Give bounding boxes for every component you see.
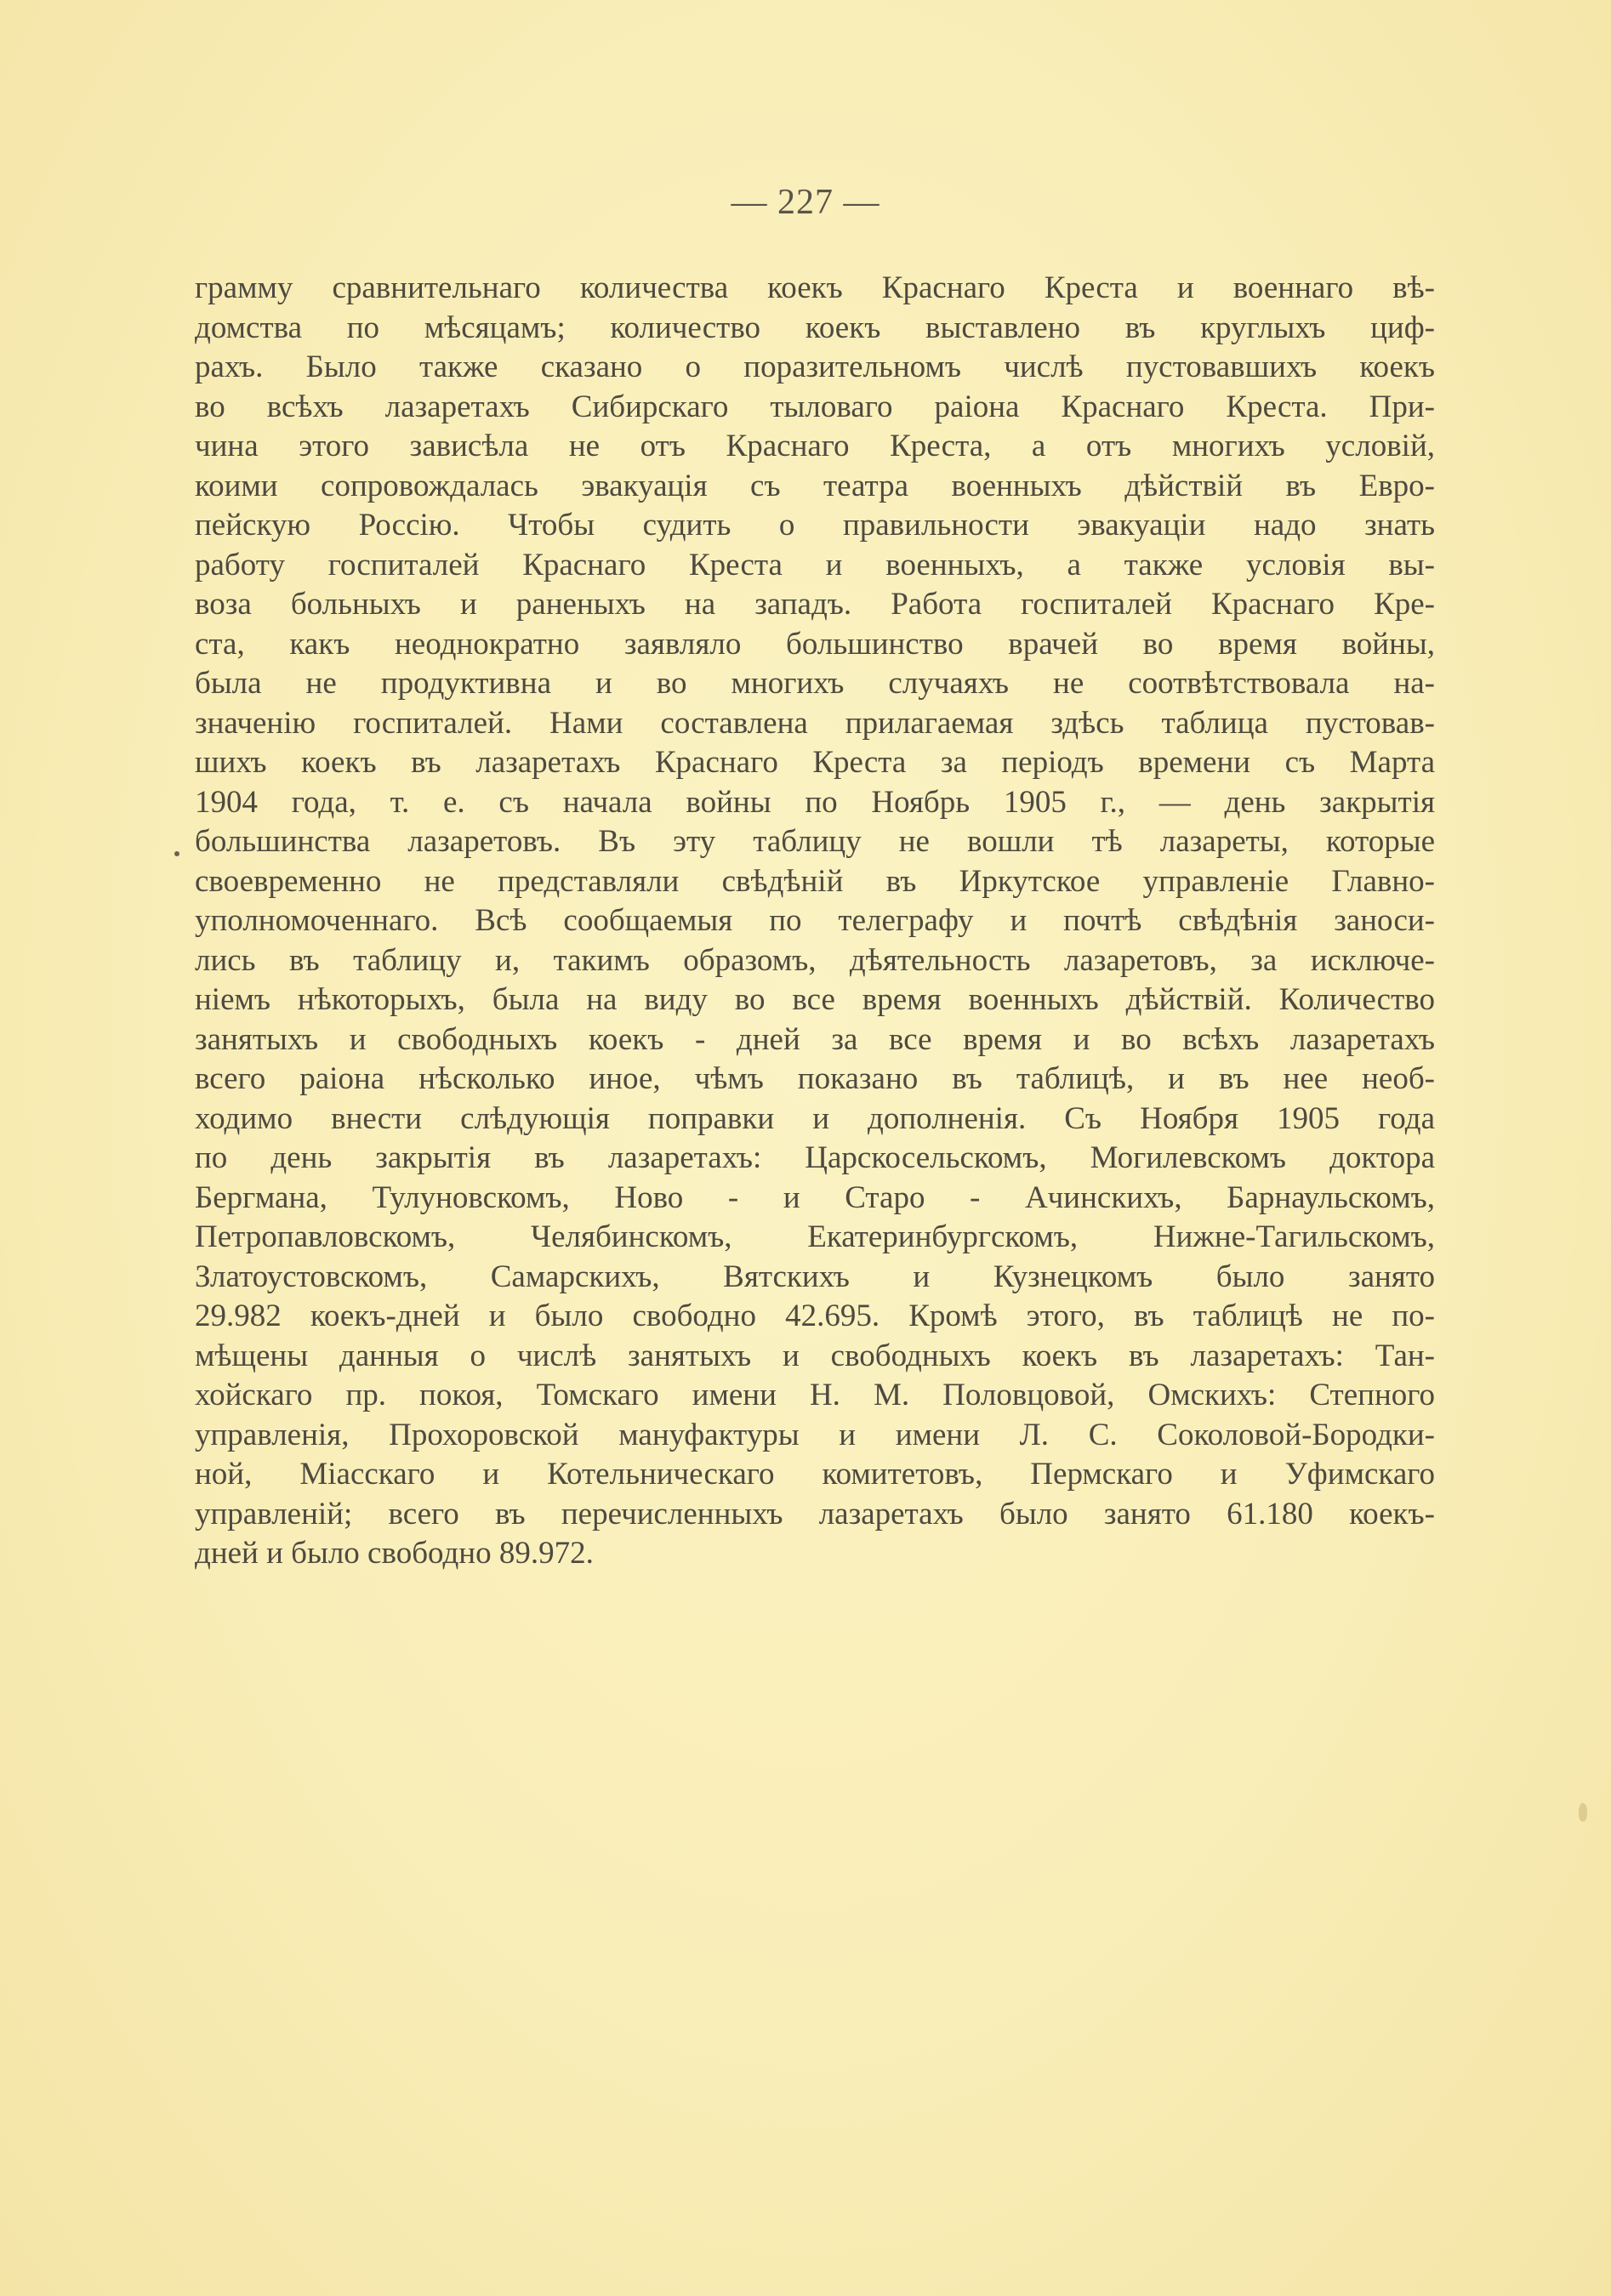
text-line: большинства лазаретовъ. Въ эту таблицу не вошли тѣ лазареты, которые <box>195 824 1435 859</box>
text-line: мѣщены данныя о числѣ занятыхъ и свободныхъ коекъ въ лазаретахъ: Тан- <box>195 1338 1435 1373</box>
text-line: шихъ коекъ въ лазаретахъ Краснаго Креста за періодъ времени съ Марта <box>195 745 1435 780</box>
text-line: управленій; всего въ перечисленныхъ лазаретахъ было занято 61.180 коекъ- <box>195 1496 1435 1532</box>
text-line: своевременно не представляли свѣдѣній въ Иркутское управленіе Главно- <box>195 863 1435 899</box>
text-line: домства по мѣсяцамъ; количество коекъ выставлено въ круглыхъ циф- <box>195 310 1435 345</box>
text-line: занятыхъ и свободныхъ коекъ - дней за все время и во всѣхъ лазаретахъ <box>195 1021 1435 1057</box>
text-line: уполномоченнаго. Всѣ сообщаемыя по телеграфу и почтѣ свѣдѣнія заноси- <box>195 903 1435 938</box>
text-line: 1904 года, т. е. съ начала войны по Ноябрь 1905 г., — день закрытія <box>195 784 1435 820</box>
text-line: всего раіона нѣсколько иное, чѣмъ показано въ таблицѣ, и въ нее необ- <box>195 1061 1435 1096</box>
text-line: была не продуктивна и во многихъ случаяхъ не соотвѣтствовала на- <box>195 666 1435 701</box>
text-line: ніемъ нѣкоторыхъ, была на виду во все время военныхъ дѣйствій. Количество <box>195 982 1435 1017</box>
page-number: — 227 — <box>731 183 880 222</box>
text-line: Бергмана, Тулуновскомъ, Ново - и Старо - Ачинскихъ, Барнаульскомъ, <box>195 1179 1435 1215</box>
text-line: лись въ таблицу и, такимъ образомъ, дѣятельность лазаретовъ, за исключе- <box>195 942 1435 978</box>
text-line: воза больныхъ и раненыхъ на западъ. Работа госпиталей Краснаго Кре- <box>195 587 1435 622</box>
text-line: коими сопровождалась эвакуація съ театра военныхъ дѣйствій въ Евро- <box>195 468 1435 503</box>
text-line: 29.982 коекъ-дней и было свободно 42.695. Кромѣ этого, въ таблицѣ не по- <box>195 1299 1435 1333</box>
text-line: ста, какъ неоднократно заявляло большинство врачей во время войны, <box>195 626 1435 662</box>
text-line: Златоустовскомъ, Самарскихъ, Вятскихъ и Кузнецкомъ было занято <box>195 1259 1435 1294</box>
text-line: ной, Міасскаго и Котельническаго комитетовъ, Пермскаго и Уфимскаго <box>195 1457 1435 1492</box>
text-line: рахъ. Было также сказано о поразительномъ числѣ пустовавшихъ коекъ <box>195 350 1435 384</box>
text-line: ходимо внести слѣдующія поправки и дополненія. Съ Ноября 1905 года <box>195 1100 1435 1136</box>
text-line: работу госпиталей Краснаго Креста и военныхъ, а также условія вы- <box>195 547 1435 583</box>
text-line: чина этого зависѣла не отъ Краснаго Креста, а отъ многихъ условій, <box>195 429 1435 463</box>
body-paragraph <box>195 269 1435 1574</box>
text-line: дней и было свободно 89.972. <box>195 1536 594 1571</box>
margin-dot-mark <box>174 851 179 856</box>
text-line: значенію госпиталей. Нами составлена прилагаемая здѣсь таблица пустовав- <box>195 705 1435 741</box>
text-line: хойскаго пр. покоя, Томскаго имени Н. М. Половцовой, Омскихъ: Степного <box>195 1378 1435 1412</box>
text-line: во всѣхъ лазаретахъ Сибирскаго тыловаго раіона Краснаго Креста. При- <box>195 389 1435 424</box>
paper-stain <box>1579 1803 1587 1821</box>
text-line: пейскую Россію. Чтобы судить о правильности эвакуаціи надо знать <box>195 508 1435 543</box>
text-line: грамму сравнительнаго количества коекъ Краснаго Креста и военнаго вѣ- <box>195 270 1435 305</box>
text-line: Петропавловскомъ, Челябинскомъ, Екатеринбургскомъ, Нижне-Тагильскомъ, <box>195 1219 1435 1254</box>
text-line: управленія, Прохоровской мануфактуры и имени Л. С. Соколовой-Бородки- <box>195 1417 1435 1452</box>
text-line: по день закрытія въ лазаретахъ: Царскосельскомъ, Могилевскомъ доктора <box>195 1140 1435 1175</box>
